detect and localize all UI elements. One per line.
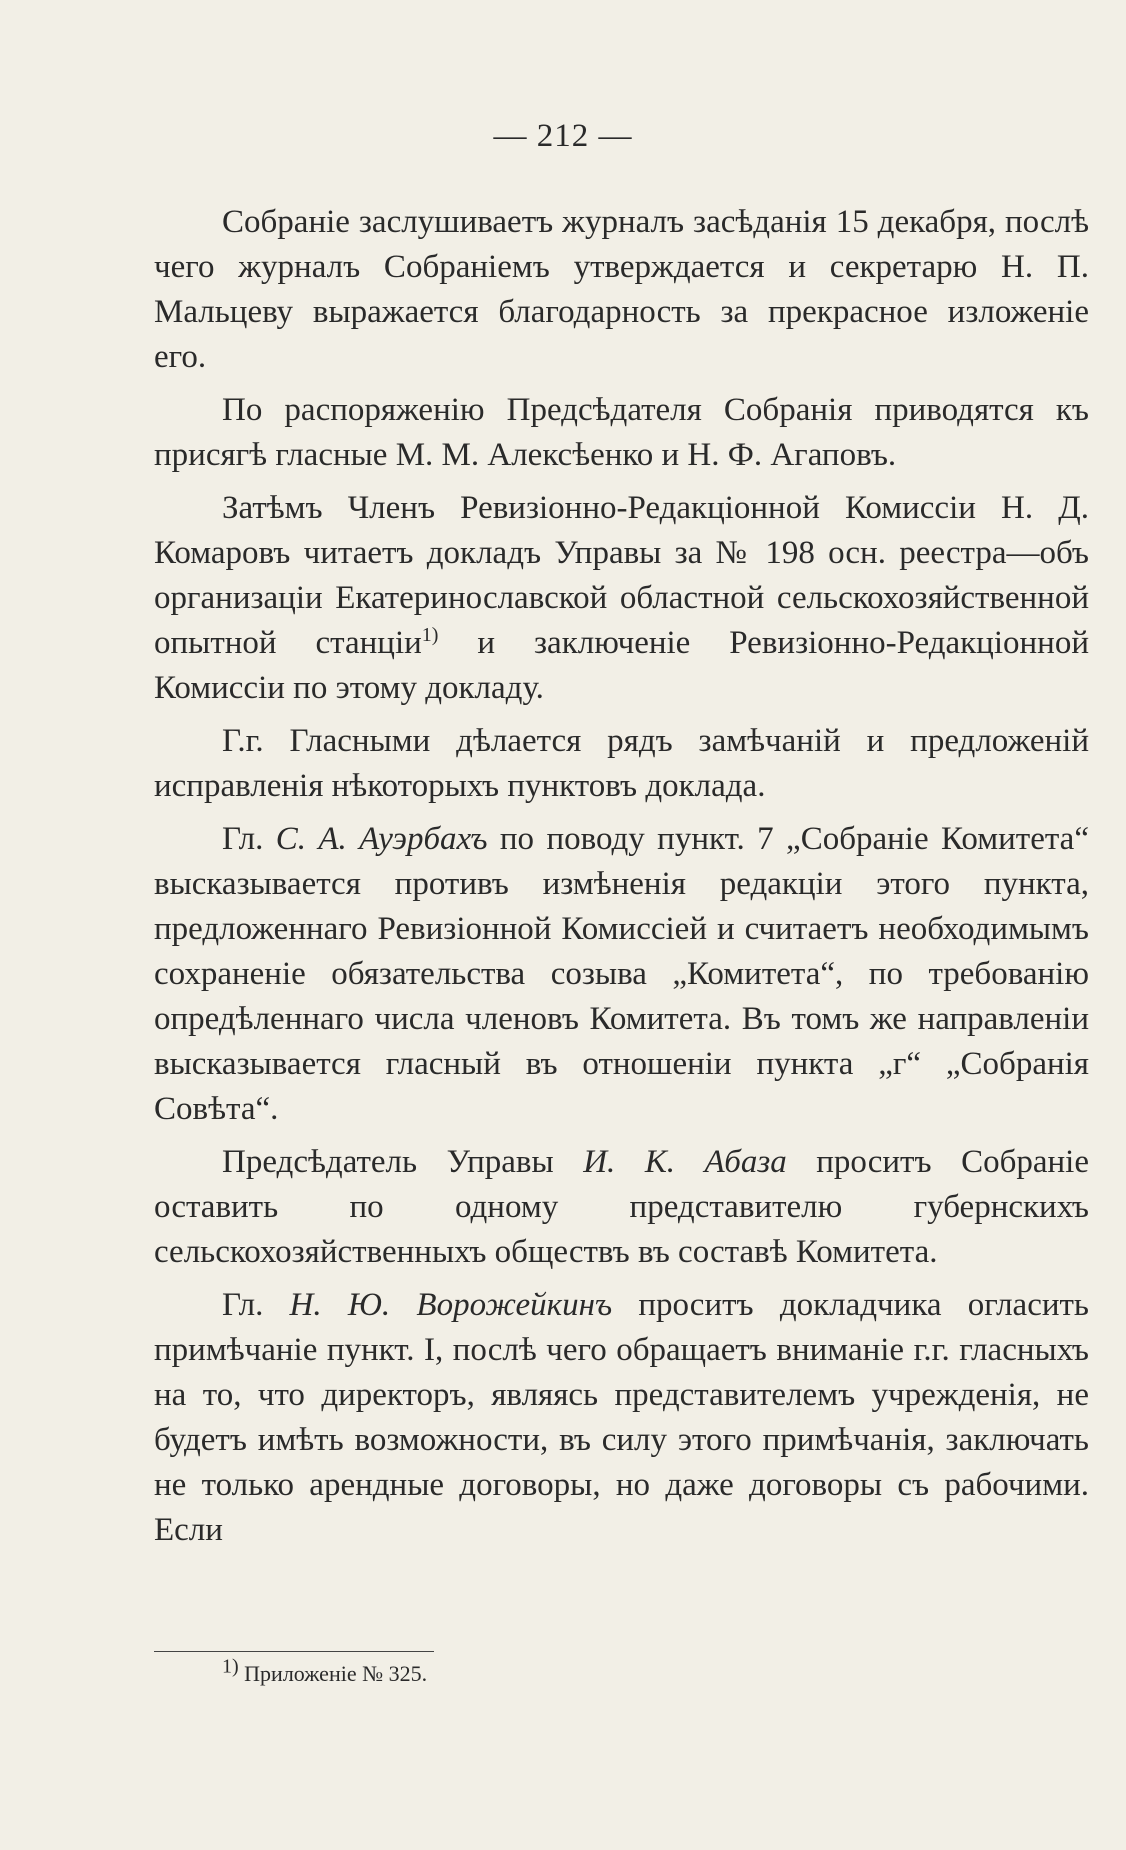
- text-run: проситъ Собраніе оставить по одному представителю губернскихъ сельскохозяйственныхъ обществъ въ составѣ Комитета.: [154, 1144, 1089, 1270]
- paragraph: [154, 388, 1089, 478]
- footnote-mark: 1): [222, 1655, 239, 1678]
- paragraph: [154, 719, 1089, 809]
- paragraph: [154, 486, 1089, 711]
- text-run: По распоряженію Предсѣдателя Собранія приводятся къ присягѣ гласные М. М. Алексѣенко и Н. Ф. Агаповъ.: [154, 392, 1089, 473]
- footnote-text: Приложеніе № 325.: [238, 1661, 428, 1686]
- text-run: Г.г. Гласными дѣлается рядъ замѣчаній и предложеній исправленія нѣкоторыхъ пунктовъ доклада.: [154, 723, 1089, 804]
- footnote: [222, 1655, 428, 1688]
- paragraph: [154, 200, 1089, 380]
- paragraph: [154, 817, 1089, 1132]
- text-run: Гл.: [222, 1287, 290, 1323]
- footnote-divider: [154, 1651, 434, 1652]
- speaker-name: Н. Ю. Ворожейкинъ: [289, 1287, 613, 1323]
- text-run: Собраніе заслушиваетъ журналъ засѣданія 15 декабря, послѣ чего журналъ Собраніемъ утверждается и секретарю Н. П. Мальцеву выражается благодарность за прекрасное изложеніе его.: [154, 204, 1089, 375]
- speaker-name: С. А. Ауэрбахъ: [275, 821, 488, 857]
- text-run: Гл.: [222, 821, 276, 857]
- paragraph: [154, 1140, 1089, 1275]
- paragraph: [154, 1283, 1089, 1553]
- text-run: и заключеніе Ревизіонно-Редакціонной Комиссіи по этому докладу.: [154, 625, 1089, 706]
- text-run: проситъ докладчика огласить примѣчаніе пункт. I, послѣ чего обращаетъ вниманіе г.г. гласныхъ на то, что директоръ, являясь представителемъ учрежденія, не будетъ имѣть возможности, въ силу этого примѣчанія, заключать не только арендные договоры, но даже договоры съ рабочими. Если: [154, 1287, 1089, 1548]
- footnote-reference: 1): [421, 624, 439, 646]
- body-text: [154, 200, 1089, 1561]
- speaker-name: И. К. Абаза: [583, 1144, 787, 1180]
- text-run: по поводу пункт. 7 „Собраніе Комитета“ высказывается противъ измѣненія редакціи этого пункта, предложеннаго Ревизіонной Комиссіей и считаетъ необходимымъ сохраненіе обязательства созыва „Комитета“, по требованію опредѣленнаго числа членовъ Комитета. Въ томъ же направленіи высказывается гласный въ отношеніи пункта „г“ „Собранія Совѣта“.: [154, 821, 1089, 1127]
- page-number: — 212 —: [493, 118, 633, 154]
- text-run: Предсѣдатель Управы: [222, 1144, 584, 1180]
- text-run: Затѣмъ Членъ Ревизіонно-Редакціонной Комиссіи Н. Д. Комаровъ читаетъ докладъ Управы за № 198 осн. реестра—объ организаціи Екатеринославской областной сельскохозяйственной опытной станціи: [154, 490, 1089, 661]
